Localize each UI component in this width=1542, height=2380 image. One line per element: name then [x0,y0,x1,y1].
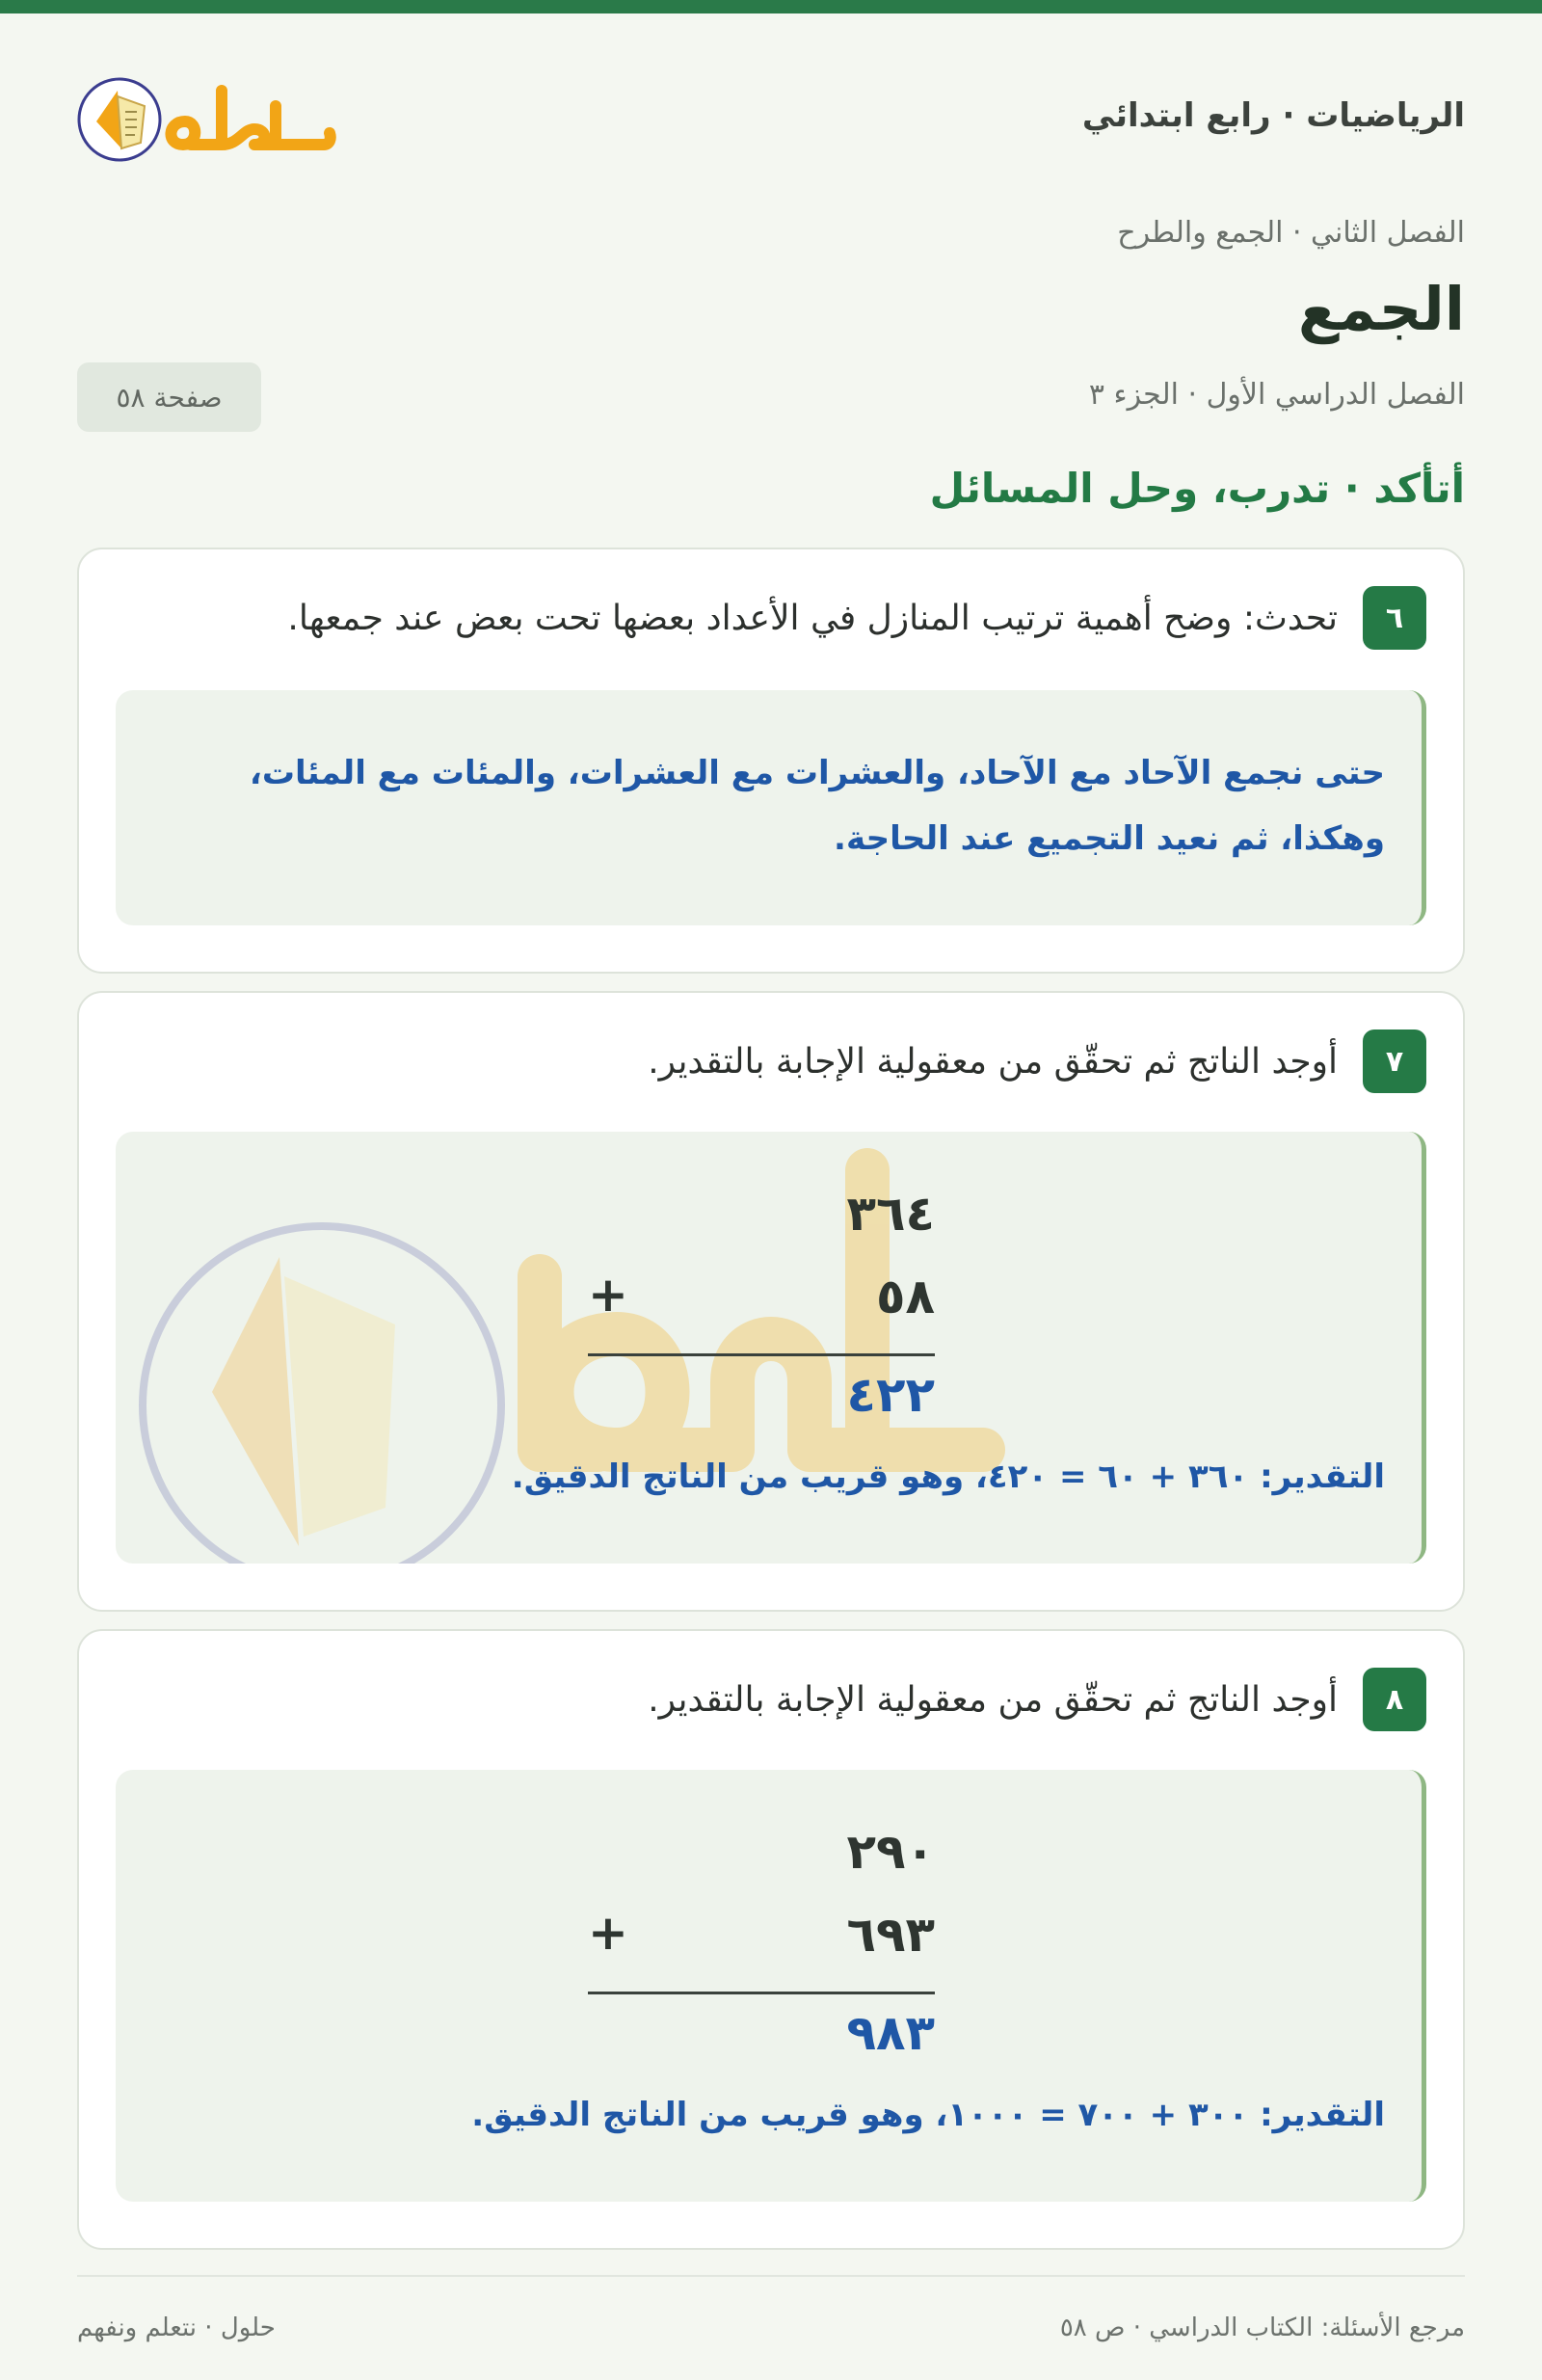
sum-rule [588,1353,935,1356]
vertical-addition [588,1180,935,1423]
term-label: الفصل الدراسي الأول · الجزء ٣ [1088,378,1465,412]
question-text: أوجد الناتج ثم تحقّق من معقولية الإجابة بالتقدير. [648,1041,1338,1082]
estimate-text: التقدير: ٣٦٠ + ٦٠ = ٤٢٠، وهو قريب من الناتج الدقيق. [511,1457,1385,1496]
question-number-badge: ٦ [1363,586,1426,650]
footer-divider [77,2275,1465,2277]
logo-wordmark [171,91,330,145]
sum-rule [588,1992,935,1994]
answer-box [116,1132,1426,1564]
question-row [648,1668,1426,1731]
watermark-circle [143,1226,501,1564]
top-accent-bar [0,0,1542,13]
watermark-book-pages [284,1276,395,1537]
addend-2: ٥٨ [875,1269,935,1324]
subject-grade-label: الرياضيات · رابع ابتدائي [1081,96,1465,135]
question-card-8 [77,1629,1465,2250]
question-card-7 [77,991,1465,1612]
watermark-book-cover [212,1257,299,1546]
estimate-text: التقدير: ٣٠٠ + ٧٠٠ = ١٠٠٠، وهو قريب من الناتج الدقيق. [471,2096,1385,2134]
addend-2: ٦٩٣ [846,1907,935,1963]
sum-result: ٩٨٣ [846,2005,935,2061]
hulool-logo[interactable] [77,67,357,164]
footer-reference: مرجع الأسئلة: الكتاب الدراسي · ص ٥٨ [1059,2313,1465,2342]
logo-book-pages [118,96,145,148]
page-number-chip [77,362,261,432]
chapter-label: الفصل الثاني · الجمع والطرح [1117,216,1465,250]
lesson-title: الجمع [1297,274,1465,344]
section-heading: أتأكد · تدرب، وحل المسائل [929,465,1465,512]
addend-1: ٣٦٤ [846,1186,935,1242]
question-card-6 [77,548,1465,974]
answer-box [116,690,1426,925]
answer-box [116,1770,1426,2202]
plus-sign: + [588,1267,628,1323]
question-row [287,586,1426,650]
question-number-badge: ٨ [1363,1668,1426,1731]
question-text: أوجد الناتج ثم تحقّق من معقولية الإجابة بالتقدير. [648,1679,1338,1720]
question-text: تحدث: وضح أهمية ترتيب المنازل في الأعداد بعضها تحت بعض عند جمعها. [287,598,1338,638]
footer-brand: حلول · نتعلم ونفهم [77,2313,276,2342]
plus-sign: + [588,1905,628,1961]
addend-1: ٢٩٠ [846,1824,935,1880]
sum-result: ٤٢٢ [846,1367,935,1423]
question-row [648,1030,1426,1093]
answer-text: حتى نجمع الآحاد مع الآحاد، والعشرات مع العشرات، والمئات مع المئات، وهكذا، ثم نعيد التجميع عند الحاجة. [249,754,1385,858]
vertical-addition [588,1818,935,2061]
page-number-label: صفحة ٥٨ [116,381,223,414]
question-number-badge: ٧ [1363,1030,1426,1093]
